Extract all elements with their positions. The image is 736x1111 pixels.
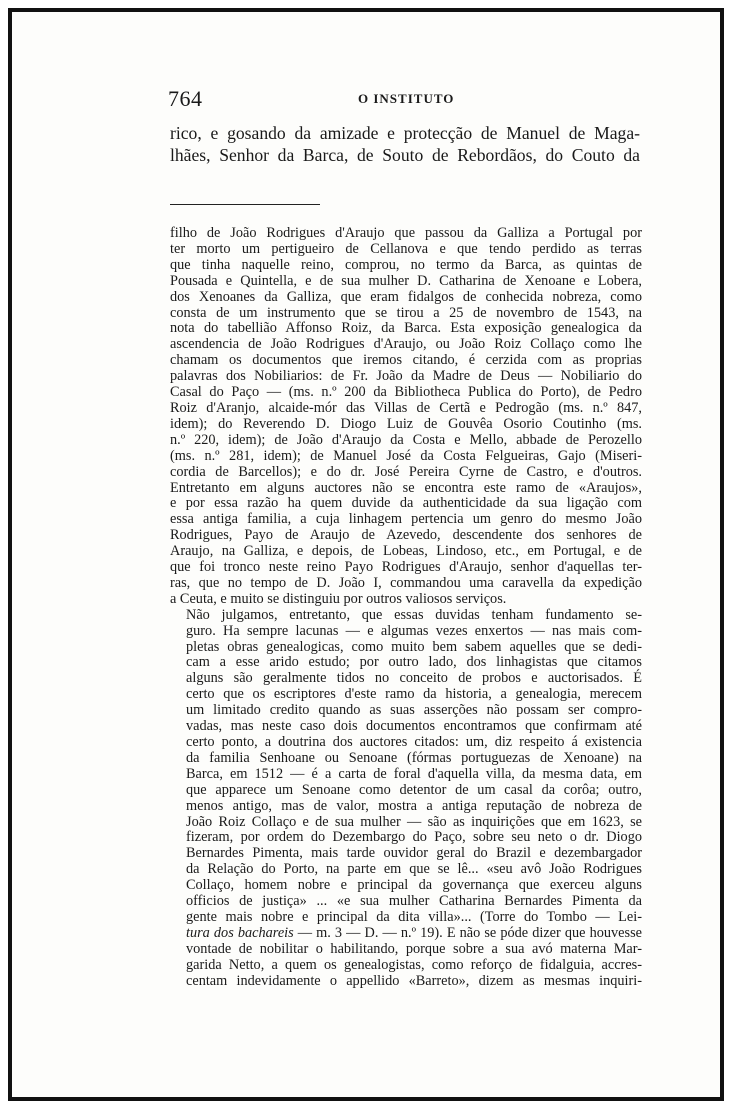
- footnote-italic-title: tura dos bachareis: [186, 924, 294, 941]
- footnote-line: filho de João Rodrigues d'Araujo que passou da Galliza a Portugal por: [170, 225, 642, 241]
- footnote-line-rest: — m. 3 — D. — n.º 19). E não se póde dizer que houvesse: [293, 924, 642, 941]
- footnote-line: da Relação do Porto, na parte em que se lê... «seu avô João Rodrigues: [186, 861, 642, 878]
- footnote-rule: [170, 204, 320, 205]
- footnote-line: consta de um instrumento que se tirou a 25 de novembro de 1543, na: [170, 304, 642, 321]
- footnote-line: Araujo, na Galliza, e depois, de Lobeas, Lindoso, etc., em Portugal, e de: [170, 543, 642, 560]
- main-text: [170, 122, 640, 166]
- footnote-line: [170, 926, 642, 942]
- footnote-line: Barca, em 1512 — é a carta de foral d'aquella villa, da mesma data, em: [186, 765, 642, 782]
- footnote-line: chamam os documentos que iremos citando, é cerzida com as proprias: [170, 352, 642, 369]
- footnote-line: Bernardes Pimenta, mais tarde ouvidor geral do Brazil e dezembargador: [186, 845, 642, 862]
- footnote-line: Roiz d'Aranjo, alcaide-mór das Villas de Certã e Pedrogão (ms. n.º 847,: [170, 399, 642, 416]
- footnote-line: guro. Ha sempre lacunas — e algumas vezes enxertos — nas mais com-: [186, 622, 642, 639]
- main-text-line: rico, e gosando da amizade e protecção de Manuel de Maga-: [170, 123, 640, 143]
- footnote-line: ter morto um pertigueiro de Cellanova e que tendo perdido as terras: [170, 240, 642, 257]
- footnote-line: pletas obras genealogicas, como muito bem sabem aquelles que se dedi-: [186, 638, 642, 655]
- main-text-line: lhães, Senhor da Barca, de Souto de Rebordãos, do Couto da: [170, 145, 640, 165]
- footnote-line: garida Netto, a quem os genealogistas, como reforço de fidalguia, accres-: [186, 956, 642, 973]
- footnote-line: vontade de nobilitar o habilitando, porque sobre a sua avó materna Mar-: [186, 940, 642, 957]
- footnote-line: nota do tabellião Affonso Roiz, da Barca. Esta exposição genealogica da: [170, 320, 642, 337]
- footnote-line: vadas, mas neste caso dois documentos encontramos que confirmam até: [186, 718, 642, 735]
- footnote-line: e por essa razão ha quem duvide da authenticidade da sua ligação com: [170, 495, 642, 512]
- footnote-paragraph-1: [170, 226, 642, 608]
- footnote-line: n.º 220, idem); de João d'Araujo da Costa e Mello, abbade de Perozello: [170, 431, 642, 448]
- footnote-line: dos Xenoanes da Galliza, que eram fidalgos de conhecida nobreza, como: [170, 288, 642, 305]
- footnote-line: a Ceuta, e muito se distinguiu por outros valiosos serviços.: [170, 590, 507, 607]
- footnote-line: centam indevidamente o appellido «Barreto», dizem as mesmas inquiri-: [186, 972, 642, 989]
- footnote-line: ras, que no tempo de D. João I, commandou uma caravella da expedição: [170, 574, 642, 591]
- footnote-line: cordia de Barcellos); e do dr. José Pereira Cyrne de Castro, e d'outros.: [170, 463, 642, 480]
- running-head: O INSTITUTO: [358, 91, 455, 106]
- page-number: 764: [168, 86, 203, 111]
- footnote-line: officios de justiça» ... «e sua mulher Catharina Bernardes Pimenta da: [186, 893, 642, 910]
- footnote-line: fizeram, por ordem do Dezembargo do Paço, sobre seu neto o dr. Diogo: [186, 829, 642, 846]
- footnote-line: ascendencia de João Rodrigues d'Araujo, ou João Roiz Collaço como lhe: [170, 336, 642, 353]
- footnote-line: que foi tronco neste reino Payo Rodrigues d'Araujo, senhor d'aquellas ter-: [170, 559, 642, 576]
- footnote: [170, 226, 642, 990]
- footnote-line: que apparece um Senoane como detentor de um casal da corôa; outro,: [186, 781, 642, 798]
- footnote-line: certo ponto, a doutrina dos auctores citados: um, diz respeito á existencia: [186, 734, 642, 750]
- footnote-line: Rodrigues, Payo de Araujo de Azevedo, descendente dos senhores de: [170, 527, 642, 544]
- footnote-line: da familia Senhoane ou Senoane (fórmas portuguezas de Xenoane) na: [186, 749, 642, 766]
- footnote-line: gente mais nobre e principal da dita villa»... (Torre do Tombo — Lei-: [186, 908, 642, 925]
- footnote-line: Entretanto em alguns auctores não se encontra este ramo de «Araujos»,: [170, 479, 642, 496]
- footnote-line: (ms. n.º 281, idem); de Manuel José da Costa Felgueiras, Gajo (Miseri-: [170, 447, 642, 464]
- footnote-line: João Roiz Collaço e de sua mulher — são as inquirições que em 1623, se: [186, 813, 642, 830]
- footnote-line: menos antigo, mas de valor, mostra a antiga reputação de nobreza de: [186, 797, 642, 814]
- footnote-line: idem); do Reverendo D. Diogo Luiz de Gouvêa Osorio Coutinho (ms.: [170, 415, 642, 432]
- footnote-line: Casal do Paço — (ms. n.º 200 da Bibliotheca Publica do Porto), de Pedro: [170, 384, 642, 401]
- footnote-line: um limitado credito quando as suas asserções não possam ser compro-: [186, 702, 642, 719]
- footnote-paragraph-2: [170, 608, 642, 990]
- page-header: [168, 86, 638, 114]
- footnote-line: cam a esse arido estudo; por outro lado, dos linhagistas que citamos: [186, 654, 642, 671]
- footnote-line: palavras dos Nobiliarios: de Fr. João da Madre de Deus — Nobiliario do: [170, 368, 642, 385]
- footnote-line: alguns são geralmente tidos no conceito de probos e auctorisados. É: [186, 670, 642, 687]
- footnote-line: Pousada e Quintella, e de sua mulher D. Catharina de Xenoane e Lobera,: [170, 272, 642, 289]
- footnote-line: certo que os escriptores d'este ramo da historia, a genealogia, merecem: [186, 686, 642, 703]
- footnote-line: Não julgamos, entretanto, que essas duvidas tenham fundamento se-: [186, 606, 642, 623]
- footnote-line: que tinha naquelle reino, comprou, no termo da Barca, as quintas de: [170, 256, 642, 273]
- footnote-line: Collaço, homem nobre e principal da governança que exerceu alguns: [186, 877, 642, 894]
- footnote-line: essa antiga familia, a cuja linhagem pertencia um genro do mesmo João: [170, 511, 642, 528]
